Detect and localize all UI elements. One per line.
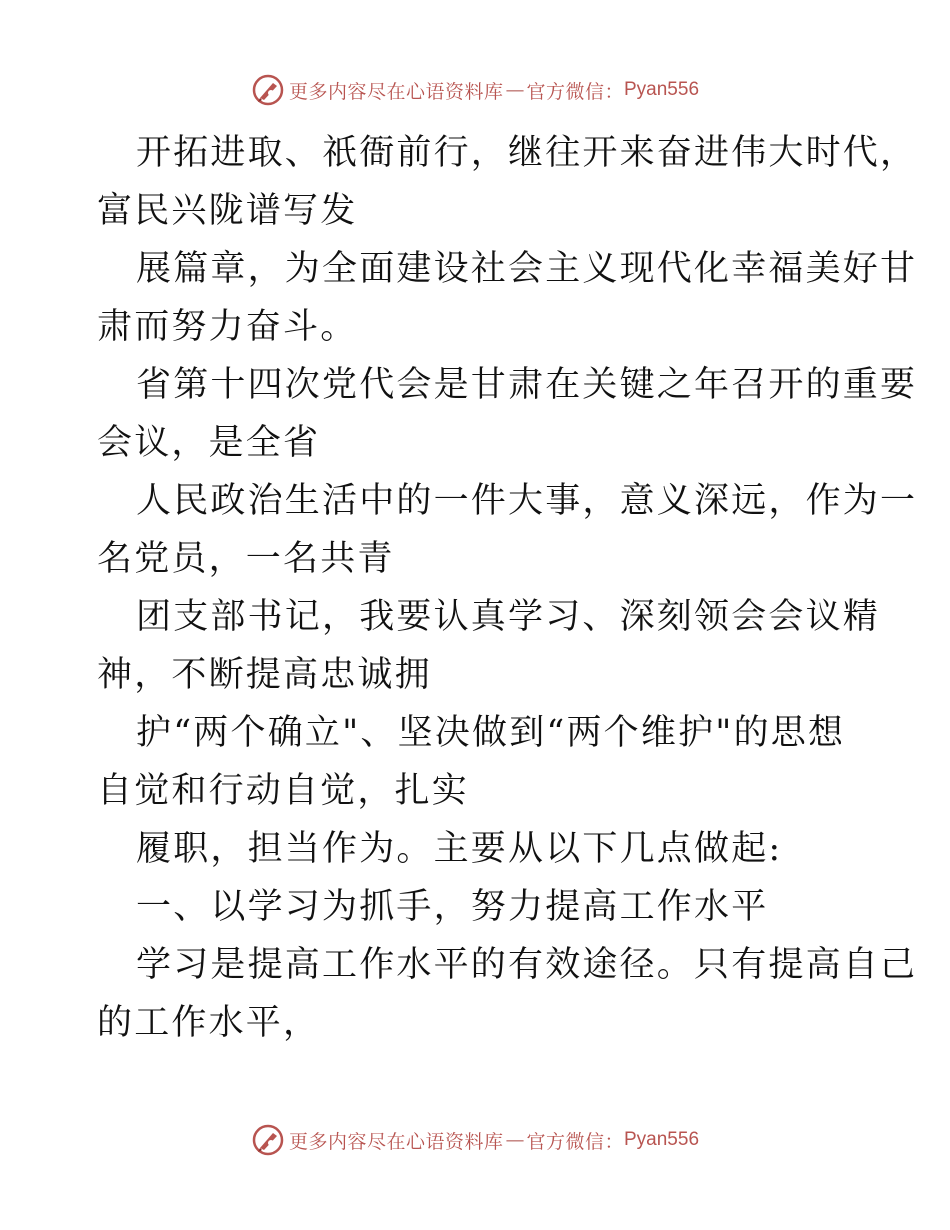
body-line: 名党员，一名共青 [97, 539, 395, 579]
body-line: 神，不断提高忠诚拥 [97, 655, 432, 695]
body-line: 学习是提高工作水平的有效途径。只有提高自己 [136, 945, 918, 985]
watermark-dash: — [505, 1129, 525, 1151]
watermark-text: 更多内容尽在心语资料库 [288, 80, 504, 103]
body-line: 团支部书记，我要认真学习、深刻领会会议精 [136, 597, 881, 637]
watermark-id: Pyan556 [624, 79, 700, 100]
watermark-label: 官方微信： [526, 80, 624, 103]
watermark-text: 更多内容尽在心语资料库 [288, 1130, 504, 1153]
watermark-label: 官方微信： [526, 1130, 624, 1153]
body-line: 展篇章，为全面建设社会主义现代化幸福美好甘 [136, 249, 918, 289]
body-line: 的工作水平， [97, 1003, 321, 1043]
body-line: 开拓进取、祇衙前行，继往开来奋进伟大时代， [136, 133, 918, 173]
body-line: 自觉和行动自觉，扎实 [97, 771, 470, 811]
footer-watermark [0, 1120, 950, 1160]
body-line: 会议，是全省 [97, 423, 321, 463]
header-watermark [0, 70, 950, 110]
pen-logo-icon [251, 1123, 285, 1157]
body-line: 肃而努力奋斗。 [97, 307, 358, 347]
watermark-dash: — [505, 79, 525, 101]
watermark-id: Pyan556 [624, 1129, 700, 1150]
body-line: 省第十四次党代会是甘肃在关键之年召开的重要 [136, 365, 918, 405]
body-line: 一、以学习为抓手，努力提高工作水平 [136, 887, 769, 927]
body-line: 富民兴陇谱写发 [97, 191, 358, 231]
body-line: 履职，担当作为。主要从以下几点做起: [136, 829, 783, 869]
body-line: 人民政治生活中的一件大事，意义深远，作为一 [136, 481, 918, 521]
pen-logo-icon [251, 73, 285, 107]
body-line: 护“两个确立"、坚决做到“两个维护"的思想 [136, 713, 846, 753]
document-body [97, 124, 918, 1052]
